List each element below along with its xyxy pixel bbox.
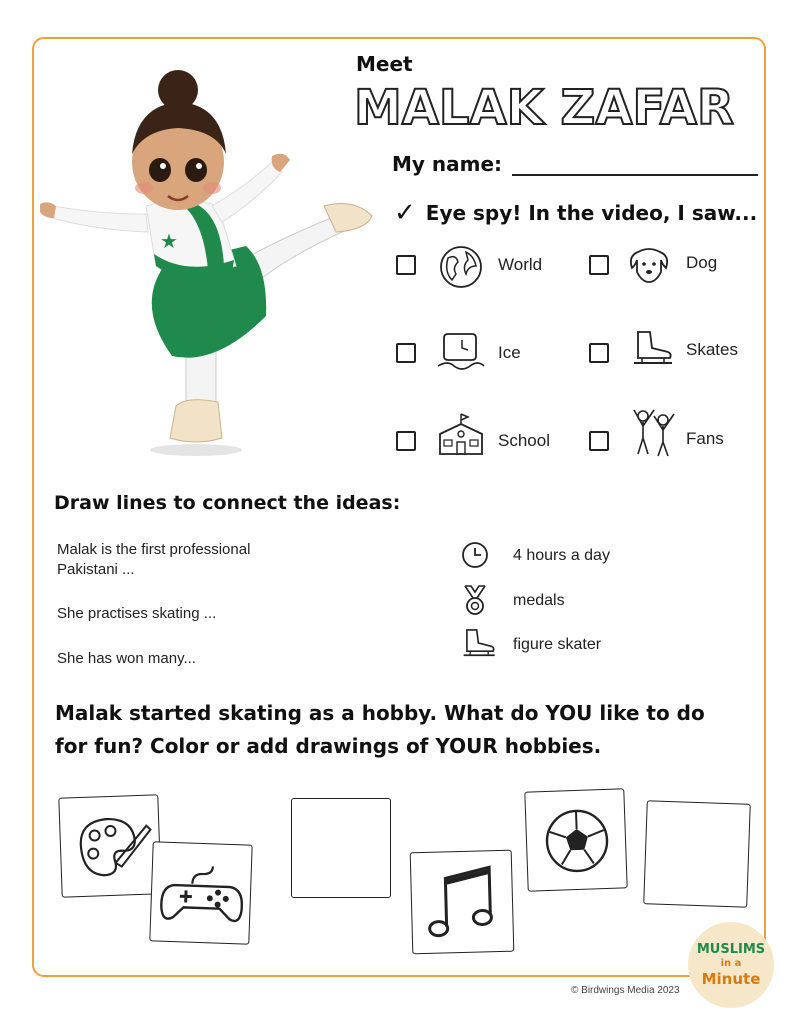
ice-skate-icon (462, 628, 498, 658)
checkbox-world[interactable] (396, 255, 416, 275)
name-label: My name: (392, 152, 503, 176)
hobby-card-soccer[interactable] (524, 788, 627, 891)
hobby-card-empty[interactable] (291, 798, 391, 898)
eye-spy-heading-text: Eye spy! In the video, I saw... (425, 201, 758, 225)
checkmark-icon: ✓ (394, 198, 416, 228)
item-label-dog: Dog (686, 253, 718, 272)
hobby-card-palette[interactable] (58, 794, 161, 897)
item-label-fans: Fans (686, 429, 724, 448)
copyright: © Birdwings Media 2023 (571, 985, 680, 996)
hobby-prompt-line: for fun? Color or add drawings of YOUR hobbies. (55, 734, 602, 758)
connect-left-item: She practises skating ... (57, 605, 217, 622)
item-label-world: World (498, 255, 543, 274)
melting-ice-icon (434, 326, 486, 374)
connect-left-item: Malak is the first professional Pakistani ... (57, 541, 251, 578)
ice-skate-icon (632, 330, 676, 366)
connect-right-item: 4 hours a day (513, 547, 610, 564)
logo-text: MUSLIMS (696, 942, 766, 957)
checkbox-school[interactable] (396, 431, 416, 451)
hobby-card-music[interactable] (410, 850, 515, 955)
soccer-ball-icon (525, 789, 628, 892)
hobby-prompt (55, 697, 755, 763)
logo-text: in a (720, 958, 742, 969)
connect-heading: Draw lines to connect the ideas: (54, 492, 401, 514)
name-row (392, 152, 758, 176)
title-malak-zafar (352, 78, 752, 134)
hobby-prompt-line: Malak started skating as a hobby. What do YOU like to do (55, 701, 705, 725)
music-note-icon (411, 851, 514, 954)
connect-left-item: She has won many... (57, 650, 196, 667)
hobby-card-gamepad[interactable] (149, 841, 252, 944)
hobby-card-empty[interactable] (643, 800, 751, 908)
item-label-skates: Skates (686, 340, 738, 359)
school-building-icon (436, 412, 486, 456)
checkbox-dog[interactable] (589, 255, 609, 275)
medal-icon (461, 584, 489, 616)
malak-illustration (36, 66, 376, 466)
checkbox-skates[interactable] (589, 343, 609, 363)
logo-text: Minute (701, 970, 761, 988)
globe-icon (438, 244, 484, 290)
gamepad-icon (150, 842, 253, 945)
checkbox-ice[interactable] (396, 343, 416, 363)
eye-spy-heading (394, 198, 757, 228)
clock-icon (461, 541, 489, 569)
svg-text:★: ★ (160, 229, 178, 253)
connect-right-item: medals (513, 592, 565, 609)
dog-icon (626, 242, 672, 288)
svg-text:MALAK ZAFAR: MALAK ZAFAR (354, 80, 734, 134)
meet-label: Meet (356, 52, 413, 76)
item-label-ice: Ice (498, 343, 521, 362)
connect-right-item: figure skater (513, 636, 602, 653)
muslims-in-a-minute-logo (688, 922, 774, 1008)
item-label-school: School (498, 431, 550, 450)
name-input-line[interactable] (512, 158, 758, 176)
palette-icon (59, 795, 162, 898)
cheering-fans-icon (628, 402, 678, 458)
checkbox-fans[interactable] (589, 431, 609, 451)
